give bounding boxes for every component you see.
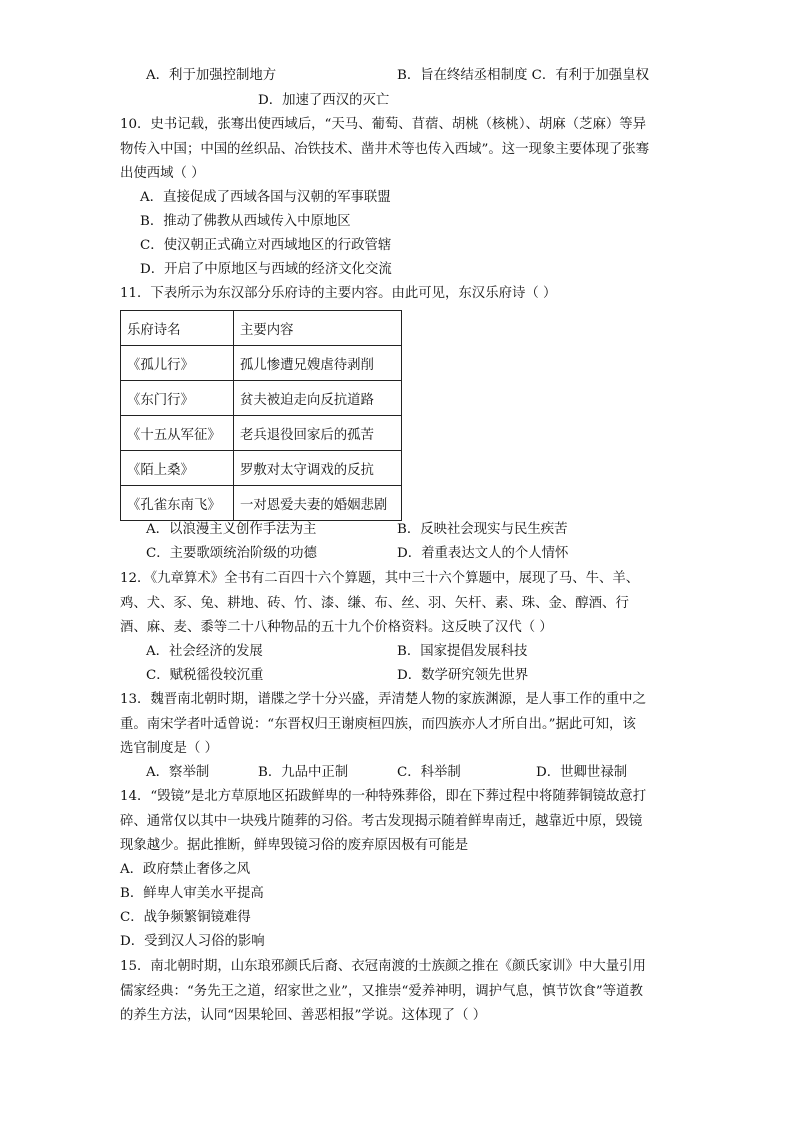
q14-option-a[interactable]: A．政府禁止奢侈之风 xyxy=(120,862,251,877)
q11-option-b[interactable]: B．反映社会现实与民生疾苦 xyxy=(397,522,568,537)
q13-option-b[interactable]: B．九品中正制 xyxy=(258,765,349,780)
q10-option-c[interactable]: C．使汉朝正式确立对西域地区的行政管辖 xyxy=(140,238,392,253)
q12-option-d[interactable]: D．数学研究领先世界 xyxy=(397,668,529,683)
table-cell: 老兵退役回家后的孤苦 xyxy=(234,416,402,451)
q9-option-d[interactable]: D．加速了西汉的灭亡 xyxy=(258,93,390,108)
q10-stem-line-3: 出使西域（ ） xyxy=(120,166,205,181)
q10-option-a[interactable]: A．直接促成了西域各国与汉朝的军事联盟 xyxy=(140,190,391,205)
q13-option-a[interactable]: A．察举制 xyxy=(146,765,210,780)
q13-stem-line-3: 选官制度是（ ） xyxy=(120,741,218,756)
q14-stem-line-1: 14．“毁镜”是北方草原地区拓跋鲜卑的一种特殊葬俗，即在下葬过程中将随葬铜镜故意打 xyxy=(120,789,647,804)
poem-table xyxy=(120,310,402,521)
q11-option-d[interactable]: D．着重表达文人的个人情怀 xyxy=(397,546,569,561)
q14-stem-line-2: 碎、通常仅以其中一块残片随葬的习俗。考古发现揭示随着鲜卑南迁，越靠近中原，毁镜 xyxy=(120,814,643,829)
table-header-cell: 乐府诗名 xyxy=(121,311,234,346)
q13-stem-line-1: 13．魏晋南北朝时期，谱牒之学十分兴盛，弄清楚人物的家族渊源，是人事工作的重中之 xyxy=(120,692,646,707)
q10-option-d[interactable]: D．开启了中原地区与西域的经济文化交流 xyxy=(140,262,392,277)
q13-stem-line-2: 重。南宋学者叶适曾说：“东晋权归王谢庾桓四族，而四族亦人才所自出。”据此可知，该 xyxy=(120,717,636,732)
q10-stem-line-1: 10．史书记载，张骞出使西域后，“天马、葡萄、苜蓿、胡桃（核桃）、胡麻（芝麻）等异 xyxy=(120,117,647,132)
table-header-cell: 主要内容 xyxy=(234,311,402,346)
q13-option-d[interactable]: D．世卿世禄制 xyxy=(536,765,628,780)
q10-option-b[interactable]: B．推动了佛教从西域传入中原地区 xyxy=(140,214,351,229)
table-cell: 罗敷对太守调戏的反抗 xyxy=(234,451,402,486)
q15-stem-line-1: 15．南北朝时期，山东琅邪颜氏后裔、衣冠南渡的士族颜之推在《颜氏家训》中大量引用 xyxy=(120,959,646,974)
q9-option-b-c[interactable]: B．旨在终结丞相制度 C．有利于加强皇权 xyxy=(397,68,649,83)
table-row xyxy=(121,381,402,416)
q13-option-c[interactable]: C．科举制 xyxy=(397,765,461,780)
table-cell: 贫夫被迫走向反抗道路 xyxy=(234,381,402,416)
table-header-row xyxy=(121,311,402,346)
q14-option-b[interactable]: B．鲜卑人审美水平提高 xyxy=(120,886,264,901)
table-row xyxy=(121,346,402,381)
q12-stem-line-1: 12．《九章算术》全书有二百四十六个算题，其中三十六个算题中，展现了马、牛、羊、 xyxy=(120,571,640,586)
q9-option-a[interactable]: A．利于加强控制地方 xyxy=(146,68,277,83)
table-cell: 《东门行》 xyxy=(121,381,234,416)
table-cell: 一对恩爱夫妻的婚姻悲剧 xyxy=(234,486,402,521)
q14-option-d[interactable]: D．受到汉人习俗的影响 xyxy=(120,934,265,949)
table-row xyxy=(121,416,402,451)
q12-option-c[interactable]: C．赋税徭役较沉重 xyxy=(146,668,264,683)
table-row xyxy=(121,486,402,521)
q15-stem-line-3: 的养生方法，认同“因果轮回、善恶相报”学说。这体现了（ ） xyxy=(120,1008,487,1023)
q12-option-b[interactable]: B．国家提倡发展科技 xyxy=(397,644,528,659)
q12-stem-line-3: 酒、麻、麦、黍等二十八种物品的五十九个价格资料。这反映了汉代（ ） xyxy=(120,620,553,635)
table-row xyxy=(121,451,402,486)
table-cell: 孤儿惨遭兄嫂虐待剥削 xyxy=(234,346,402,381)
table-cell: 《十五从军征》 xyxy=(121,416,234,451)
q14-stem-line-3: 现象越少。据此推断，鲜卑毁镜习俗的废弃原因极有可能是 xyxy=(120,838,469,853)
table-cell: 《孔雀东南飞》 xyxy=(121,486,234,521)
q12-stem-line-2: 鸡、犬、豕、兔、耕地、砖、竹、漆、缣、布、丝、羽、矢杆、素、珠、金、醇酒、行 xyxy=(120,596,629,611)
q15-stem-line-2: 儒家经典：“务先王之道，绍家世之业”，又推崇“爱养神明，调护气息，慎节饮食”等道教 xyxy=(120,984,643,999)
q10-stem-line-2: 物传入中国；中国的丝织品、冶铁技术、凿井术等也传入西域”。这一现象主要体现了张骞 xyxy=(120,142,650,157)
q11-option-a[interactable]: A．以浪漫主义创作手法为主 xyxy=(146,522,317,537)
q11-stem: 11．下表所示为东汉部分乐府诗的主要内容。由此可见，东汉乐府诗（ ） xyxy=(120,286,557,301)
table-cell: 《陌上桑》 xyxy=(121,451,234,486)
q14-option-c[interactable]: C．战争频繁铜镜难得 xyxy=(120,910,251,925)
table-cell: 《孤儿行》 xyxy=(121,346,234,381)
q11-option-c[interactable]: C．主要歌颂统治阶级的功德 xyxy=(146,546,317,561)
q12-option-a[interactable]: A．社会经济的发展 xyxy=(146,644,263,659)
